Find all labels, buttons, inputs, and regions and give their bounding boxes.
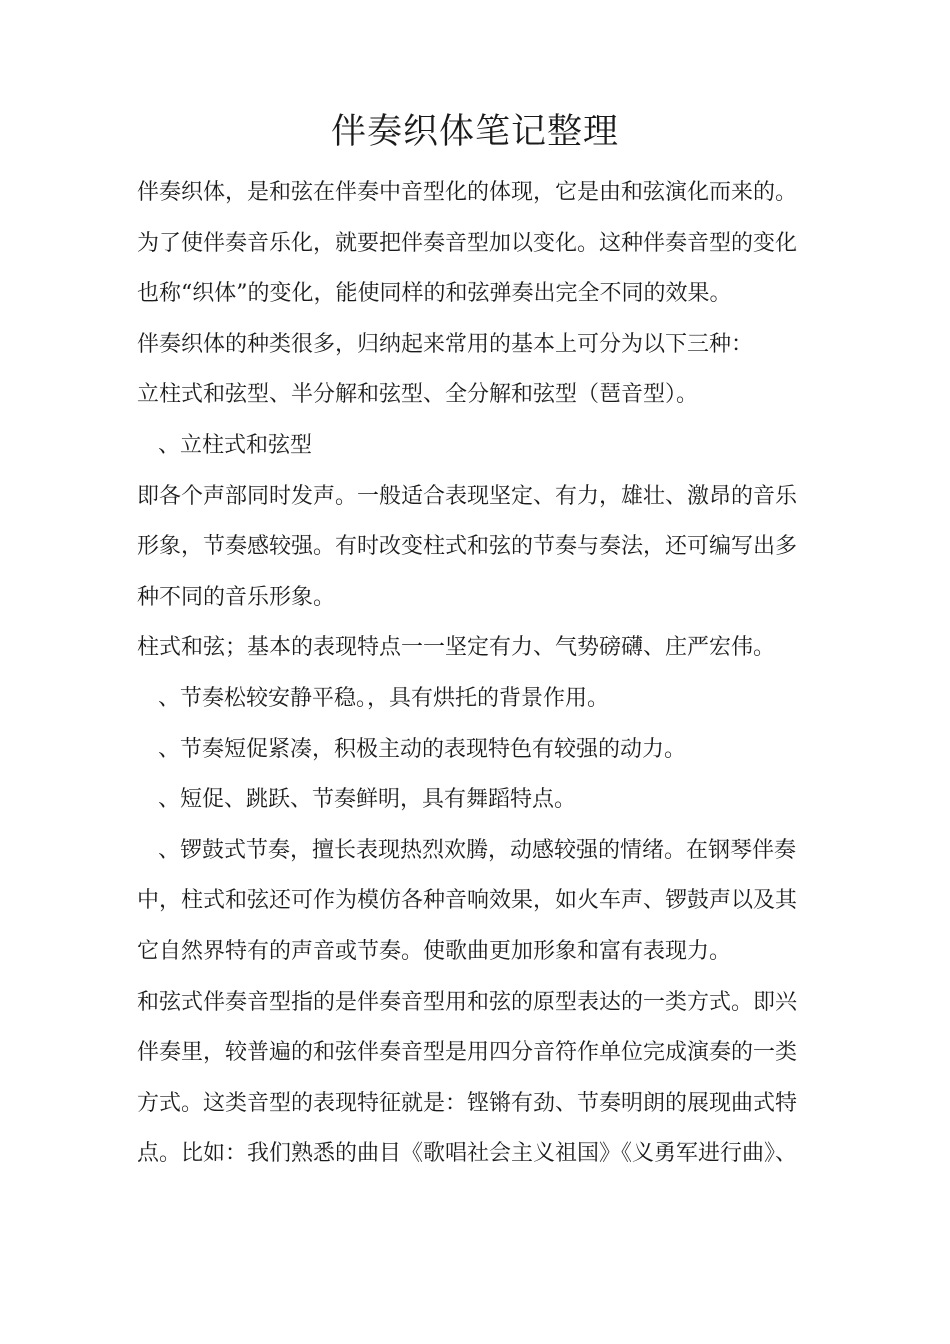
text-line: 柱式和弦；基本的表现特点一一坚定有力、气势磅礴、庄严宏伟。 bbox=[137, 635, 776, 661]
text-line: 和弦式伴奏音型指的是伴奏音型用和弦的原型表达的一类方式。即兴 bbox=[137, 989, 798, 1015]
list-item: 、节奏松较安静平稳。，具有烘托的背景作用。 bbox=[137, 685, 609, 711]
text-line: 伴奏里，较普遍的和弦伴奏音型是用四分音符作单位完成演奏的一类 bbox=[137, 1040, 798, 1066]
document-body bbox=[137, 168, 837, 1180]
text-line: 为了使伴奏音乐化，就要把伴奏音型加以变化。这种伴奏音型的变化 bbox=[137, 230, 798, 256]
list-item: 、短促、跳跃、节奏鲜明，具有舞蹈特点。 bbox=[137, 787, 576, 813]
document-title: 伴奏织体笔记整理 bbox=[330, 112, 619, 152]
section-heading: 、立柱式和弦型 bbox=[137, 432, 312, 458]
text-line: 即各个声部同时发声。一般适合表现坚定、有力，雄壮、激昂的音乐 bbox=[137, 483, 798, 509]
text-line: 立柱式和弦型、半分解和弦型、全分解和弦型（琶音型）。 bbox=[137, 382, 699, 408]
list-item: 、锣鼓式节奏，擅长表现热烈欢腾，动感较强的情绪。在钢琴伴奏 bbox=[137, 837, 796, 863]
list-item: 、节奏短促紧凑，积极主动的表现特色有较强的动力。 bbox=[137, 736, 686, 762]
text-line: 伴奏织体的种类很多，归纳起来常用的基本上可分为以下三种： bbox=[137, 331, 754, 357]
text-line: 方式。这类音型的表现特征就是：铿锵有劲、节奏明朗的展现曲式特 bbox=[137, 1090, 798, 1116]
text-line: 种不同的音乐形象。 bbox=[137, 584, 336, 610]
text-line: 点。比如：我们熟悉的曲目《歌唱社会主义祖国》《义勇军进行曲》、 bbox=[137, 1141, 798, 1167]
text-line: 伴奏织体，是和弦在伴奏中音型化的体现，它是由和弦演化而来的。 bbox=[137, 180, 798, 205]
text-line: 也称“织体”的变化，能使同样的和弦弹奏出完全不同的效果。 bbox=[137, 281, 732, 307]
text-line: 它自然界特有的声音或节奏。使歌曲更加形象和富有表现力。 bbox=[137, 938, 732, 964]
text-line: 中，柱式和弦还可作为模仿各种音响效果，如火车声、锣鼓声以及其 bbox=[137, 888, 798, 914]
text-line: 形象，节奏感较强。有时改变柱式和弦的节奏与奏法，还可编写出多 bbox=[137, 534, 798, 560]
